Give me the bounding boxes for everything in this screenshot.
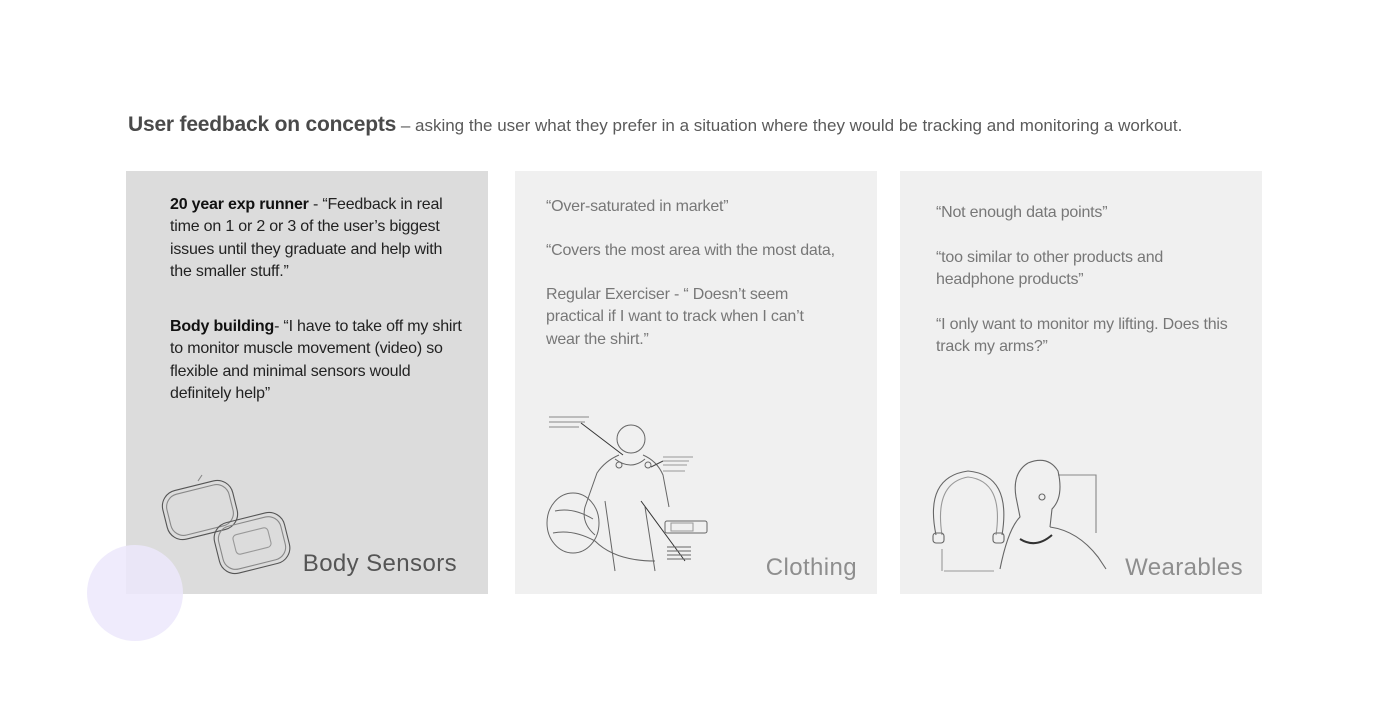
card-title: Clothing <box>765 554 857 581</box>
feedback-quote: “too similar to other products and headphone products” <box>936 249 1164 289</box>
feedback-quote: “Not enough data points” <box>936 204 1108 221</box>
concept-card-clothing <box>515 171 877 594</box>
feedback-quote: Regular Exerciser - “ Doesn’t seem practical if I want to track when I can’t wear the shirt.” <box>546 286 804 348</box>
feedback-quote <box>170 316 470 406</box>
quote-text: - “Feedback in real time on 1 or 2 or 3 of the user’s biggest issues until they graduate and help with the smaller stuff.” <box>170 196 443 281</box>
quote-text: - “I have to take off my shirt to monitor muscle movement (video) so flexible and minimal sensors would definitely help” <box>170 318 462 403</box>
feedback-quote: “Covers the most area with the most data, <box>546 242 835 259</box>
feedback-quote: “I only want to monitor my lifting. Does this track my arms?” <box>936 316 1228 356</box>
concept-card-wearables <box>900 171 1262 594</box>
feedback-quote <box>170 194 460 284</box>
card-title: Wearables <box>1125 554 1243 581</box>
quote-speaker: Body building <box>170 318 275 335</box>
neckband-wearable-sketch <box>928 457 1113 577</box>
page-subtitle: – asking the user what they prefer in a situation where they would be tracking and monitoring a workout. <box>396 116 1183 135</box>
page-title: User feedback on concepts <box>128 113 397 136</box>
page-header <box>128 113 1182 137</box>
decorative-circle <box>87 545 183 641</box>
concept-card-body-sensors <box>126 171 488 594</box>
feedback-quote: “Over-saturated in market” <box>546 198 729 215</box>
quote-speaker: 20 year exp runner <box>170 196 309 213</box>
card-title: Body Sensors <box>302 550 457 577</box>
smart-shirt-sketch <box>545 411 735 576</box>
